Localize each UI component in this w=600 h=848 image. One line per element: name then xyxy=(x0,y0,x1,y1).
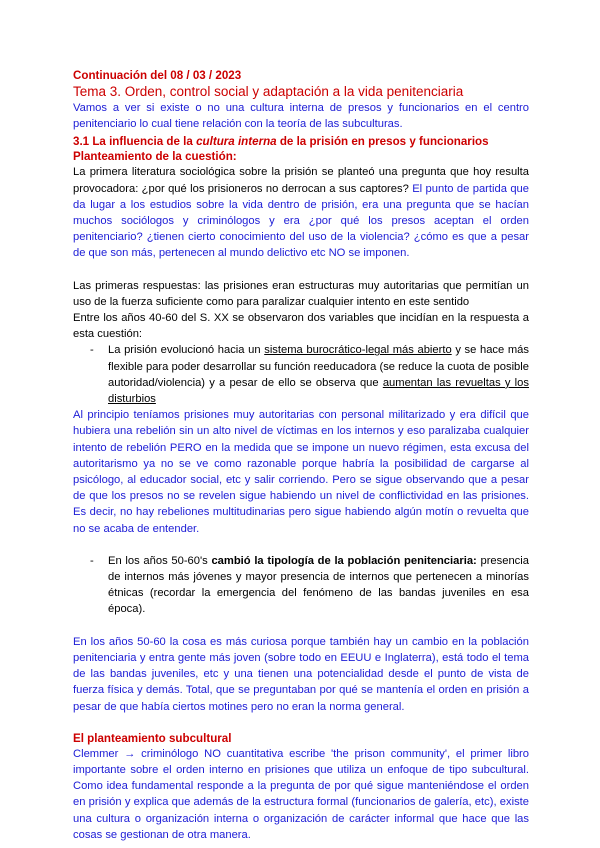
paragraph-6: Clemmer → criminólogo NO cuantitativa escribe 'the prison community', el primer libro importante sobre el orden interno en prisiones que utiliza un enfoque de tipo subcultural. Como idea fundamental responde a la pregunta de por qué sigue manteniéndose el orden en prisión y explica que además de la estructura formal (funcionarios de galería, etc), existe una cultura o organización interna o organización de carácter informal que hace que las cosas se gestionan de otra manera. xyxy=(73,747,529,841)
paragraph-1 xyxy=(73,164,529,261)
list-item-text: En los años 50-60's xyxy=(108,554,212,567)
section-heading-pre: 3.1 La influencia de la xyxy=(73,135,197,149)
paragraph-3: Entre los años 40-60 del S. XX se observaron dos variables que incidían en la respuesta a esta cuestión: xyxy=(73,312,529,341)
paragraph-5: En los años 50-60 la cosa es más curiosa porque también hay un cambio en la población penitenciaria y entra gente más joven (sobre todo en EEUU e Inglaterra), está todo el tema de las bandas juveniles, etc y una tienen una potencialidad desde el punto de vista de fuerza física y demás. Total, que se preguntaban por qué se mantenía el orden en prisión a pesar de que había ciertos motines pero no eran la norma general. xyxy=(73,635,529,713)
list-item xyxy=(73,553,529,618)
bullet-list-1 xyxy=(73,342,529,407)
paragraph-4: Al principio teníamos prisiones muy autoritarias con personal militarizado y era difícil que hubiera una rebelión sin un alto nivel de víctimas en los internos y eso paralizaba cualquier intento de rebelión PERO en la medida que se impone un nuevo régimen, esta excusa del autoritarismo ya no se ve como razonable porque habría la posibilidad de cargarse al psicólogo, al educador social, etc y salir corriendo. Pero se sigue observando que a pesar de que los presos no se revelen sigue habiendo un nivel de conflictividad en las prisiones. Es decir, no hay rebeliones multitudinarias pero sigue habiendo algún motín o revuelta que no se acaba de entender. xyxy=(73,409,529,535)
underlined-text: aumentan las revueltas y los disturbios xyxy=(108,376,529,406)
intro-paragraph: Vamos a ver si existe o no una cultura interna de presos y funcionarios en el centro penitenciario lo cual tiene relación con la teoría de las subculturas. xyxy=(73,102,529,131)
document-page xyxy=(73,68,529,843)
list-item-text: La prisión evolucionó hacia un xyxy=(108,344,265,357)
topic-title: Tema 3. Orden, control social y adaptación a la vida penitenciaria xyxy=(73,84,464,99)
section-heading-post: de la prisión en presos y funcionarios xyxy=(276,135,489,149)
paragraph-2: Las primeras respuestas: las prisiones eran estructuras muy autoritarias que permitían un uso de la fuerza suficiente como para paralizar cualquier intento en este sentido xyxy=(73,279,529,308)
bullet-list-2 xyxy=(73,553,529,618)
bold-text: cambió la tipología de la población penitenciaria: xyxy=(211,554,477,567)
subheading-planteamiento: Planteamiento de la cuestión: xyxy=(73,150,237,164)
list-item-text: y se hace más flexible para poder desarrollar su función reeducadora (se reduce la cuota de posible autoridad/violencia) y a pesar de ello se observa que xyxy=(108,344,529,389)
underlined-text: sistema burocrático-legal más abierto xyxy=(264,344,452,357)
section-heading-emphasis: cultura interna xyxy=(196,135,277,149)
paragraph-1-blue: El punto de partida que da lugar a los estudios sobre la vida dentro de prisión, era una pregunta que se hacían muchos sociólogos y criminólogos y era ¿por qué los presos aceptan el orden penitenciario? ¿tienen cierto conocimiento del uso de la violencia? ¿cómo es que a pesar de que son más, pertenecen al mundo delictivo etc NO se imponen. xyxy=(73,182,529,260)
list-item xyxy=(73,342,529,407)
date-heading: Continuación del 08 / 03 / 2023 xyxy=(73,69,242,82)
list-item-text: presencia de internos más jóvenes y mayor presencia de internos que pertenecen a minorías étnicas (recordar la emergencia del fenómeno de las bandas juveniles en esa época). xyxy=(108,554,529,616)
dash-bullet: - xyxy=(90,344,94,357)
paragraph-1-black: La primera literatura sociológica sobre la prisión se planteó una pregunta que hoy resulta provocadora: ¿por qué los prisioneros no derrocan a sus captores? xyxy=(73,166,529,195)
section-heading-3-1 xyxy=(73,134,529,149)
subheading-subcultural: El planteamiento subcultural xyxy=(73,731,232,745)
dash-bullet: - xyxy=(90,554,94,567)
